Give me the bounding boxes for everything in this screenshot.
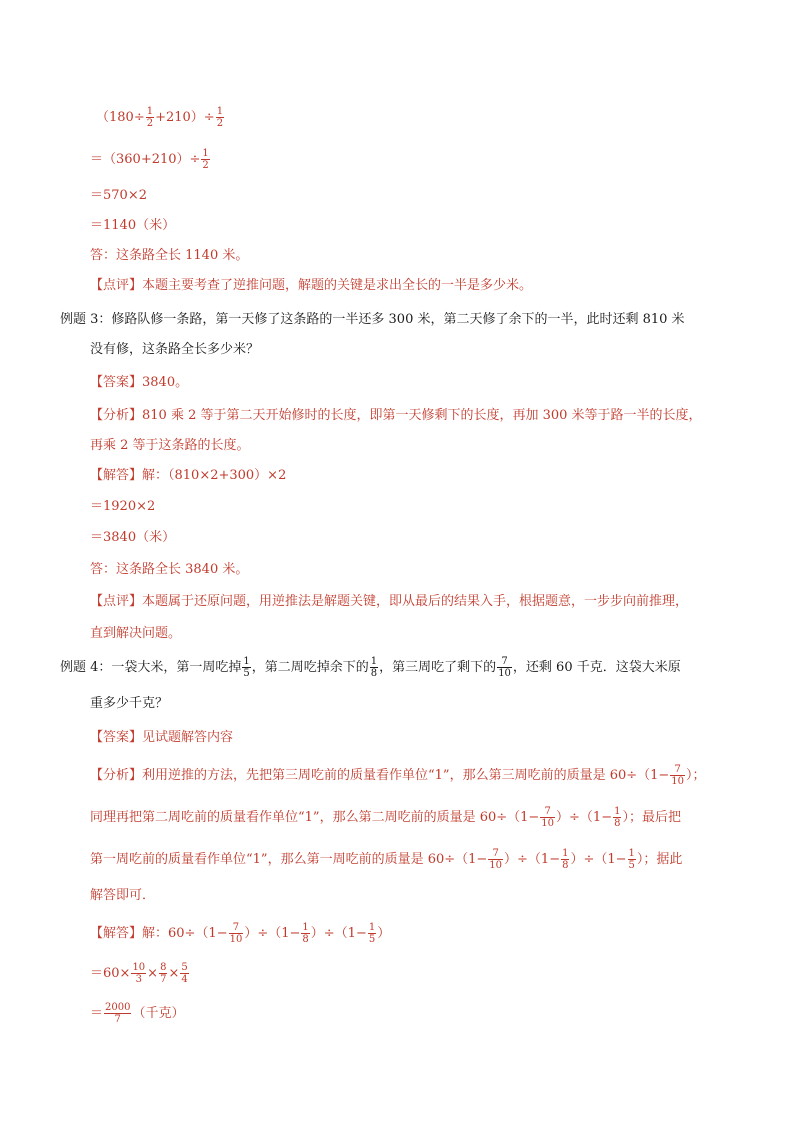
example-4-answer: 【答案】见试题解答内容 [90, 730, 234, 745]
calc-line-1: （180÷ $\frac{1}{2}$ +210）÷ $\frac{1}{2}$ [96, 106, 224, 129]
example-4-analysis-3: 第一周吃前的质量看作单位“1”，那么第一周吃前的质量是 60÷（1− $\frac{7}{10}$ ）÷（1− $\frac{1}{8}$ ）÷（1− $\frac{1}{5}$ ）；据此 [90, 848, 683, 871]
example-3-question: 例题 3：修路队修一条路，第一天修了这条路的一半还多 300 米，第二天修了余下的一半，此时还剩 810 米 [60, 312, 685, 327]
fraction: $\frac{7}{10}$ [489, 848, 503, 871]
fraction: $\frac{7}{10}$ [541, 806, 555, 829]
example-3-comment-1: 【点评】本题属于还原问题，用逆推法是解题关键，即从最后的结果入手，根据题意，一步步向前推理， [90, 594, 689, 609]
fraction: $\frac{7}{10}$ [229, 922, 243, 945]
fraction: $\frac{5}{4}$ [181, 962, 188, 985]
example-4-analysis-1: 【分析】利用逆推的方法，先把第三周吃前的质量看作单位“1”，那么第三周吃前的质量是 60÷（1− $\frac{7}{10}$ ）； [90, 764, 706, 787]
example-4-solution: 【解答】解：60÷（1− $\frac{7}{10}$ ）÷（1− $\frac{1}{8}$ ）÷（1− $\frac{1}{5}$ ） [90, 922, 391, 945]
calc-line-4: ＝1140（米） [90, 218, 176, 233]
example-3-step-3: ＝3840（米） [90, 530, 176, 545]
fraction: $\frac{1}{8}$ [562, 848, 569, 871]
example-3-final: 答：这条路全长 3840 米。 [90, 562, 249, 577]
fraction: $\frac{1}{8}$ [370, 656, 378, 679]
fraction: $\frac{1}{5}$ [628, 848, 635, 871]
example-3-step-2: ＝1920×2 [90, 499, 156, 514]
example-4-step-2: ＝60× $\frac{10}{3}$ × $\frac{8}{7}$ × $\frac{5}{4}$ [90, 962, 188, 985]
example-4-question-cont: 重多少千克？ [90, 696, 169, 711]
calc-line-2: ＝（360+210）÷ $\frac{1}{2}$ [90, 148, 209, 171]
example-4-question: 例题 4：一袋大米，第一周吃掉 $\frac{1}{5}$ ，第二周吃掉余下的 $\frac{1}{8}$ ，第三周吃了剩下的 $\frac{7}{10}$ ，还剩 60 千克．这袋大米原 [60, 656, 681, 679]
comment-line: 【点评】本题主要考查了逆推问题，解题的关键是求出全长的一半是多少米。 [90, 278, 533, 293]
fraction: $\frac{1}{8}$ [302, 922, 309, 945]
example-3-comment-2: 直到解决问题。 [90, 626, 182, 641]
fraction: $\frac{10}{3}$ [132, 962, 146, 985]
example-3-analysis-2: 再乘 2 等于这条路的长度。 [90, 438, 250, 453]
fraction: $\frac{1}{2}$ [216, 106, 224, 129]
example-4-analysis-2: 同理再把第二周吃前的质量看作单位“1”，那么第二周吃前的质量是 60÷（1− $\frac{7}{10}$ ）÷（1− $\frac{1}{8}$ ）；最后把 [90, 806, 681, 829]
fraction: $\frac{8}{7}$ [160, 962, 167, 985]
calc-line-3: ＝570×2 [90, 188, 147, 203]
fraction: $\frac{1}{5}$ [243, 656, 250, 679]
fraction: $\frac{1}{5}$ [368, 922, 376, 945]
example-3-analysis-1: 【分析】810 乘 2 等于第二天开始修时的长度，即第一天修剩下的长度，再加 300 米等于路一半的长度， [90, 408, 702, 423]
example-3-solution: 【解答】解：（810×2+300）×2 [90, 468, 287, 483]
fraction: $\frac{1}{2}$ [202, 148, 209, 171]
fraction: $\frac{7}{10}$ [671, 764, 685, 787]
fraction: $\frac{7}{10}$ [498, 656, 511, 679]
example-3-question-cont: 没有修，这条路全长多少米？ [90, 342, 260, 357]
fraction: $\frac{1}{8}$ [614, 806, 621, 829]
example-4-step-3: ＝ $\frac{2000}{7}$ （千克） [90, 1002, 185, 1025]
fraction: $\frac{1}{2}$ [146, 106, 154, 129]
answer-line: 答：这条路全长 1140 米。 [90, 248, 249, 263]
example-3-answer: 【答案】3840。 [90, 375, 189, 390]
example-4-analysis-4: 解答即可． [90, 888, 156, 903]
fraction: $\frac{2000}{7}$ [105, 1002, 131, 1025]
